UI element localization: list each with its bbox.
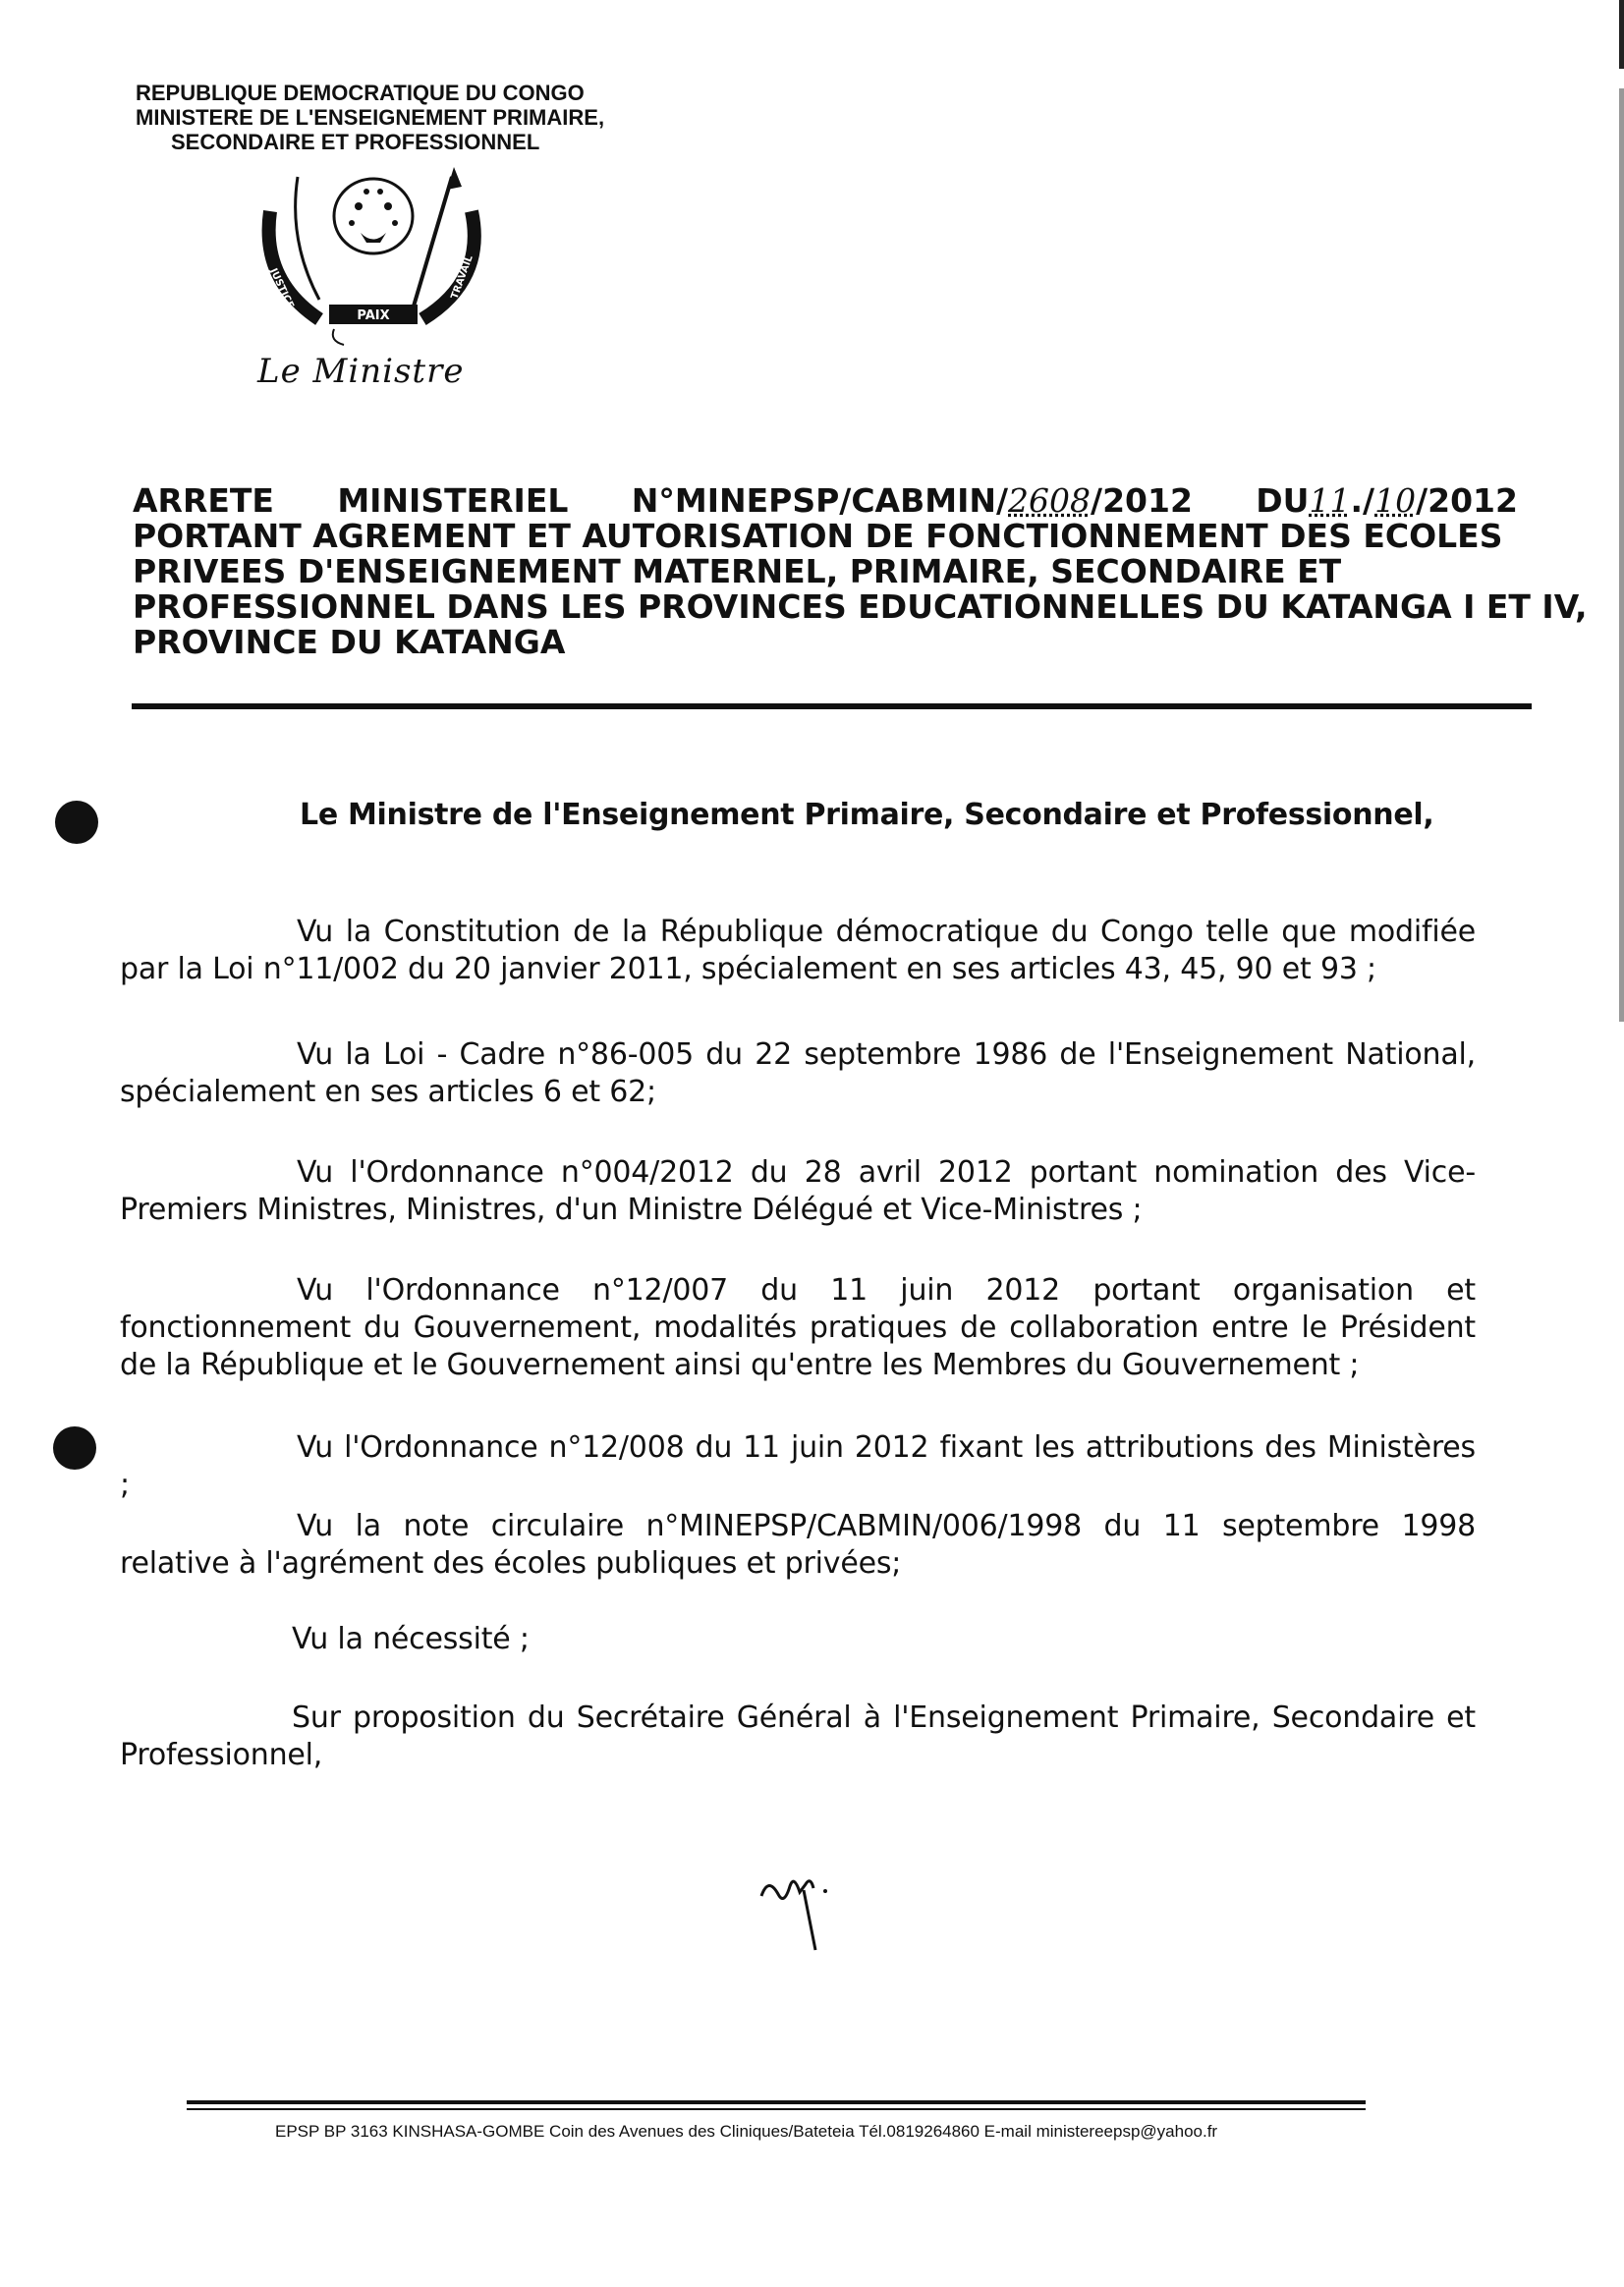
recital-proposition: Sur proposition du Secrétaire Général à l'Enseignement Primaire, Secondaire et Professionnel,	[120, 1701, 1476, 1772]
decree-title-line-5: PROVINCE DU KATANGA	[133, 623, 566, 661]
decree-day-handwritten: 11	[1309, 481, 1351, 520]
recital-ordonnance-004: Vu l'Ordonnance n°004/2012 du 28 avril 2012 portant nomination des Vice-Premiers Ministres, Ministres, d'un Ministre Délégué et Vice-Ministres ;	[120, 1155, 1476, 1227]
recital-ordonnance-008: Vu l'Ordonnance n°12/008 du 11 juin 2012 fixant les attributions des Ministères ;	[120, 1430, 1476, 1502]
letterhead-ministry-cont: SECONDAIRE ET PROFESSIONNEL	[171, 130, 540, 154]
title-divider	[132, 703, 1532, 709]
motto-right: TRAVAIL	[449, 253, 476, 302]
letterhead-country: REPUBLIQUE DEMOCRATIQUE DU CONGO	[136, 81, 585, 105]
decree-title-line-3: PRIVEES D'ENSEIGNEMENT MATERNEL, PRIMAIRE, SECONDAIRE ET	[133, 552, 1342, 590]
recital-necessite: Vu la nécessité ;	[292, 1622, 530, 1656]
decree-number-handwritten: 2608	[1008, 481, 1092, 520]
motto-left: JUSTICE	[267, 266, 296, 310]
decree-date: DU11./10/2012	[1256, 481, 1518, 520]
tusk-icon	[296, 177, 319, 300]
decree-title-line-2: PORTANT AGREMENT ET AUTORISATION DE FONCTIONNEMENT DES ECOLES	[133, 517, 1503, 555]
recital-ordonnance-007: Vu l'Ordonnance n°12/007 du 11 juin 2012 portant organisation et fonctionnement du Gouvernement, modalités pratiques de collaboration entre le Président de la République et le Gouvernement ainsi qu'entre les Membres du Gouvernement ;	[120, 1273, 1476, 1382]
minister-heading: Le Ministre de l'Enseignement Primaire, Secondaire et Professionnel,	[300, 798, 1434, 832]
minister-signature-title: Le Ministre	[257, 352, 465, 391]
decree-title-line-4: PROFESSIONNEL DANS LES PROVINCES EDUCATIONNELLES DU KATANGA I ET IV,	[133, 587, 1588, 626]
motto-center: PAIX	[357, 308, 390, 323]
decree-title-line-1	[133, 483, 1518, 519]
decree-number: N°MINEPSP/CABMIN/2608/2012	[631, 481, 1193, 520]
scan-edge-shadow	[1619, 88, 1624, 1022]
footer-contact: EPSP BP 3163 KINSHASA-GOMBE Coin des Avenues des Cliniques/Bateteia Tél.0819264860 E-mail ministereepsp@yahoo.fr	[275, 2122, 1218, 2141]
leopard-head-icon	[334, 179, 413, 253]
letterhead	[136, 81, 604, 154]
title-word-ministeriel: MINISTERIEL	[337, 481, 569, 520]
punch-hole-bottom	[53, 1426, 96, 1470]
recital-constitution: Vu la Constitution de la République démocratique du Congo telle que modifiée par la Loi n°11/002 du 20 janvier 2011, spécialement en ses articles 43, 45, 90 et 93 ;	[120, 915, 1476, 986]
letterhead-ministry: MINISTERE DE L'ENSEIGNEMENT PRIMAIRE,	[136, 105, 605, 130]
scan-edge-mark	[1619, 0, 1624, 69]
decree-month-handwritten: 10	[1374, 481, 1417, 520]
footer-rule-thick	[187, 2100, 1366, 2104]
coat-of-arms-emblem	[251, 162, 496, 349]
handwritten-initials	[756, 1867, 845, 1955]
decree-title	[133, 481, 1588, 661]
recital-loi-cadre: Vu la Loi - Cadre n°86-005 du 22 septembre 1986 de l'Enseignement National, spécialement en ses articles 6 et 62;	[120, 1037, 1476, 1109]
recital-note-circulaire: Vu la note circulaire n°MINEPSP/CABMIN/006/1998 du 11 septembre 1998 relative à l'agrément des écoles publiques et privées;	[120, 1509, 1476, 1581]
punch-hole-top	[55, 801, 98, 844]
title-word-arrete: ARRETE	[133, 481, 274, 520]
footer-rule-thin	[187, 2108, 1366, 2110]
